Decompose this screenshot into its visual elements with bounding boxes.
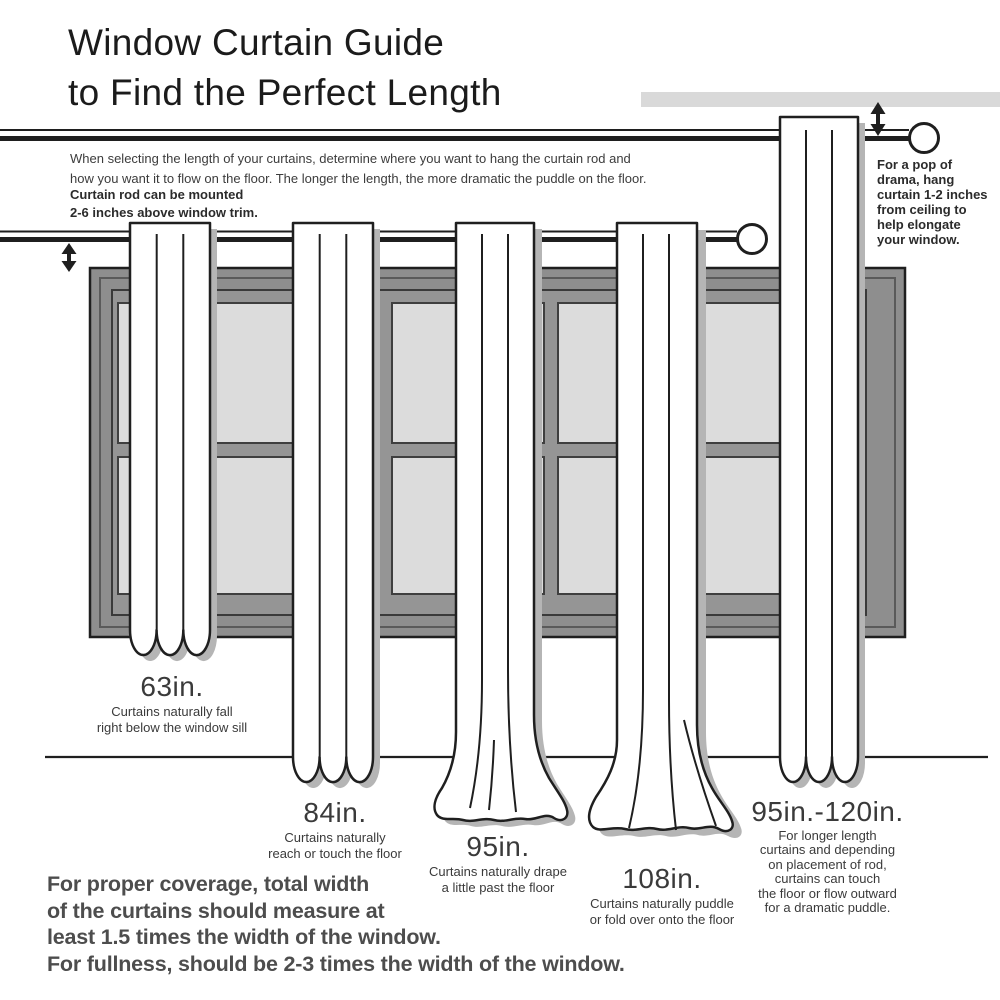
drama-note-line: from ceiling to [877,202,967,217]
page-title [68,18,502,118]
intro-line: When selecting the length of your curtains, determine where you want to hang the curtain rod and [70,151,631,166]
label-63in [72,672,272,735]
curtain-63in [130,223,217,661]
drama-note-line: curtain 1-2 inches [877,187,988,202]
coverage-line: For fullness, should be 2-3 times the width of the window. [47,951,625,976]
rod-note-line: Curtain rod can be mounted [70,187,244,202]
drama-note-line: drama, hang [877,172,955,187]
curtain-95-120in [780,117,865,788]
drama-note-line: For a pop of [877,157,953,172]
length-value: 108in. [622,863,702,894]
length-value: 63in. [140,671,204,702]
intro-line: how you want it to flow on the floor. The longer the length, the more dramatic the puddle on the floor. [70,171,647,186]
rod-note-line: 2-6 inches above window trim. [70,204,258,220]
length-description: Curtains naturally fall right below the window sill [96,704,248,735]
length-description: Curtains naturally drape a little past the floor [428,864,568,895]
coverage-line: For proper coverage, total width [47,872,370,896]
curtain-84in [293,223,380,788]
ceiling-bar [641,92,1000,107]
length-description: Curtains naturally reach or touch the floor [268,830,402,861]
label-95-120in [725,797,930,915]
title-line-1: Window Curtain Guide [68,22,445,63]
length-description: Curtains naturally puddle or fold over onto the floor [589,896,735,927]
intro-paragraph [70,149,646,189]
coverage-line: least 1.5 times the width of the window. [47,925,441,949]
length-value: 95in.-120in. [751,796,904,827]
coverage-note [47,871,625,977]
rod-mounting-note [70,186,258,221]
length-description: For longer length curtains and depending on placement of rod, curtains can touch the floor or flow outward for a dramatic puddle. [758,828,897,916]
coverage-line: of the curtains should measure at [47,898,385,923]
title-line-2: to Find the Perfect Length [68,72,502,113]
drama-note-line: your window. [877,232,960,247]
length-value: 95in. [466,831,530,862]
length-value: 84in. [303,797,367,828]
drama-note-line: help elongate [877,217,961,232]
rod-finial [910,124,939,153]
rod-finial [738,225,767,254]
ceiling-hang-note [877,157,988,247]
rod-gap-arrow-icon [62,243,77,272]
